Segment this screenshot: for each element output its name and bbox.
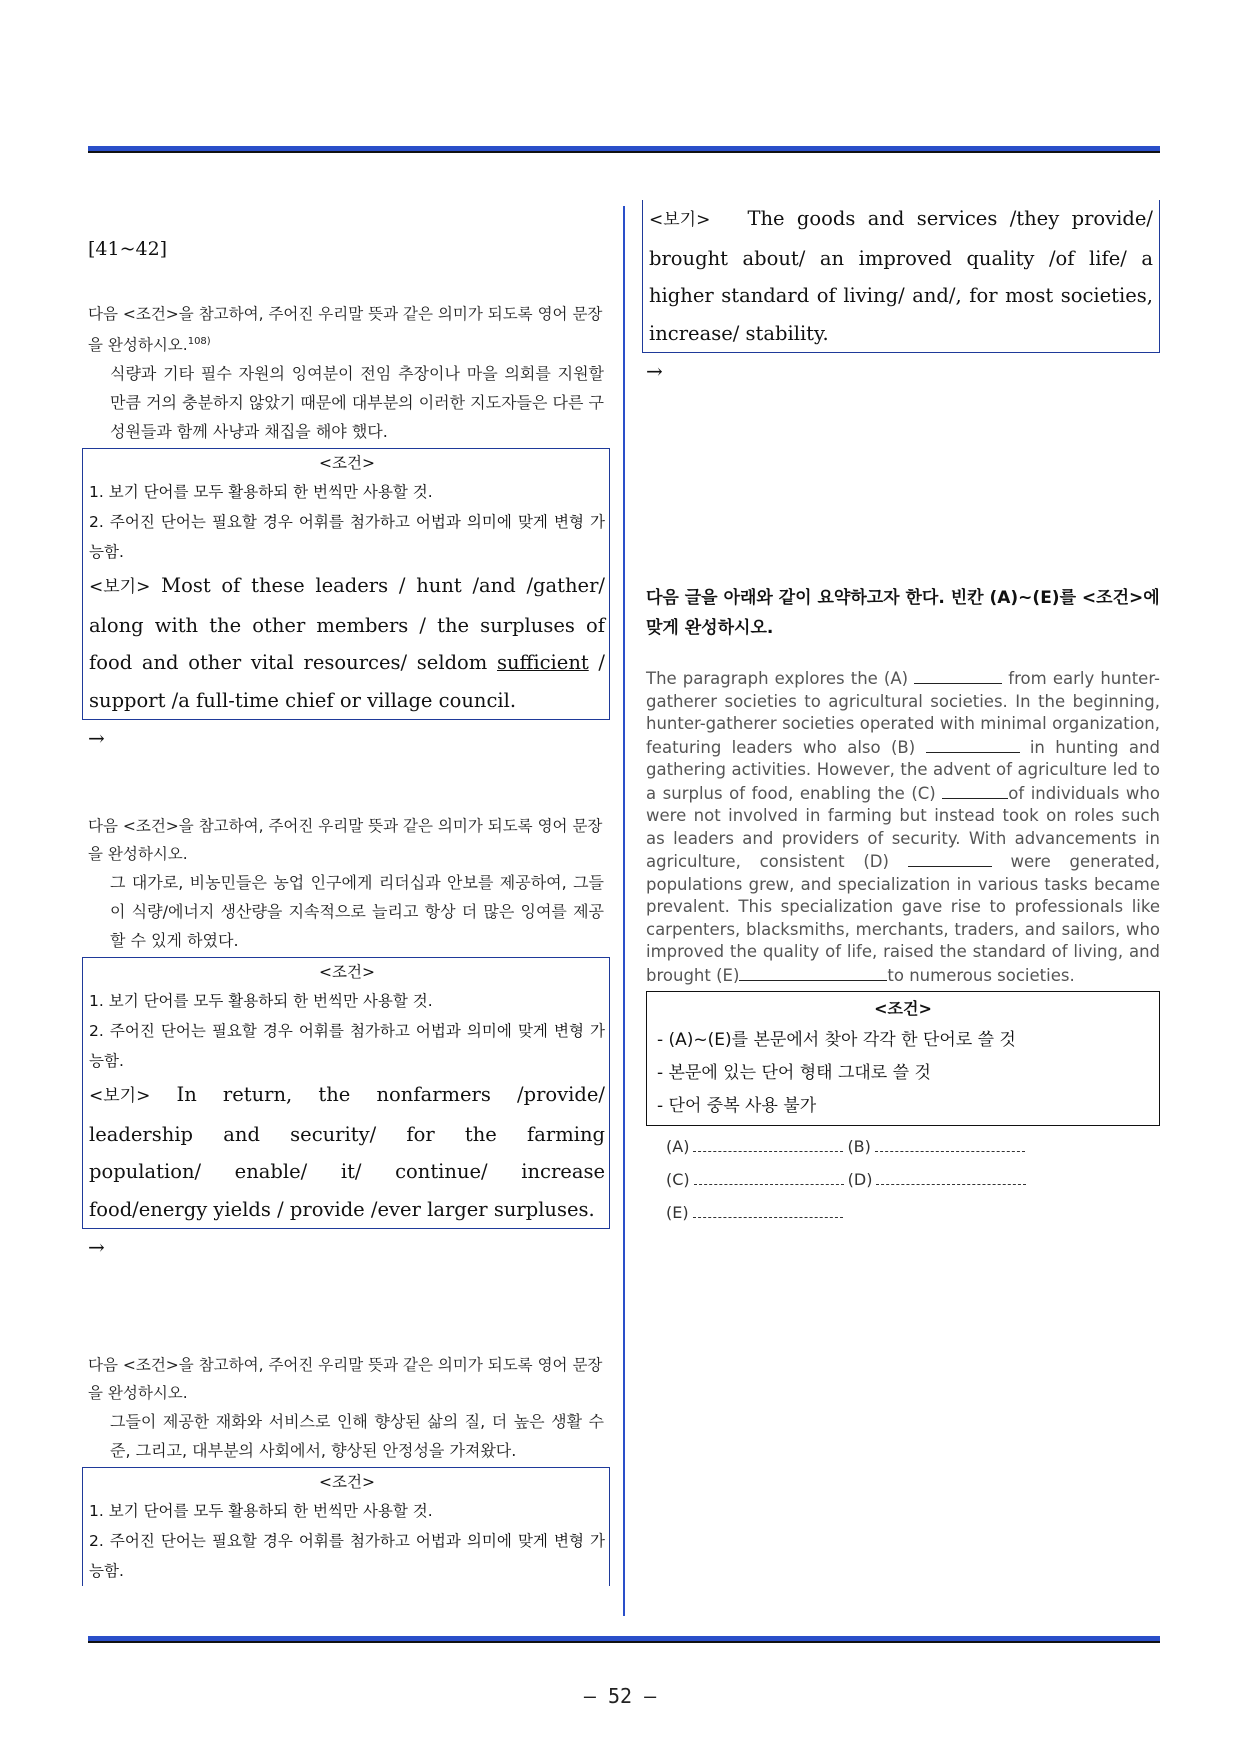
condition-1: - (A)~(E)를 본문에서 찾아 각각 한 단어로 쓸 것 <box>657 1030 1016 1050</box>
blank-a[interactable] <box>914 667 1002 684</box>
condition-1: 1. 보기 단어를 모두 활용하되 한 번씩만 사용할 것. <box>89 992 433 1011</box>
condition-1: 1. 보기 단어를 모두 활용하되 한 번씩만 사용할 것. <box>89 483 433 502</box>
summary-condition-box <box>646 991 1160 1126</box>
question-1 <box>88 300 604 750</box>
bogi-text: The goods and services /they provide/ brought about/ an improved quality /of life/ a higher standard of living/ and/, for most societies, increase/ stability. <box>649 207 1153 345</box>
footnote-ref: 108) <box>187 336 211 347</box>
question-2 <box>88 812 604 1259</box>
answer-line-a[interactable] <box>693 1137 843 1152</box>
continued-bogi-box <box>642 200 1160 353</box>
answer-line-c[interactable] <box>694 1170 844 1185</box>
bogi-line: Most of these leaders / hunt /and /gather/ <box>161 574 605 598</box>
bogi-line: food/energy yields / provide /ever larger surpluses. <box>89 1197 595 1221</box>
answer-area <box>646 1130 1160 1229</box>
blank-d[interactable] <box>908 850 992 867</box>
section-number: [41~42] <box>88 238 168 260</box>
column-divider <box>623 206 625 1616</box>
underlined-word: sufficient <box>496 651 589 675</box>
condition-title: <조건> <box>319 963 375 982</box>
q2-instruction: 다음 <조건>을 참고하여, 주어진 우리말 뜻과 같은 의미가 되도록 영어 문장을 완성하시오. <box>88 817 603 864</box>
question-3 <box>88 1351 604 1586</box>
condition-2: 2. 주어진 단어는 필요할 경우 어휘를 첨가하고 어법과 의미에 맞게 변형 가능함. <box>89 1532 605 1581</box>
bogi-label: <보기> <box>89 1086 151 1107</box>
answer-label-d: (D) <box>847 1170 873 1189</box>
bogi-line: along with the other members / the surpluses of <box>89 613 605 637</box>
q2-condition-box <box>82 957 610 1229</box>
bogi-label: <보기> <box>649 210 711 230</box>
q1-condition-box <box>82 448 610 720</box>
q3-answer-arrow[interactable]: → <box>646 359 663 383</box>
q1-instruction: 다음 <조건>을 참고하여, 주어진 우리말 뜻과 같은 의미가 되도록 영어 문장을 완성하시오.$^{108)}$ <box>88 305 603 355</box>
answer-label-a: (A) <box>666 1137 690 1156</box>
q1-korean: 식량과 기타 필수 자원의 잉여분이 전임 추장이나 마을 의회를 지원할 만큼 거의 충분하지 않았기 때문에 대부분의 이러한 지도자들은 다른 구성원들과 함께 사냥과 채집을 해야 했다. <box>110 364 604 442</box>
answer-line-d[interactable] <box>876 1170 1026 1185</box>
q2-answer-arrow[interactable]: → <box>88 1235 105 1260</box>
condition-1: 1. 보기 단어를 모두 활용하되 한 번씩만 사용할 것. <box>89 1502 433 1521</box>
answer-row <box>666 1163 1160 1196</box>
q3-korean: 그들이 제공한 재화와 서비스로 인해 향상된 삶의 질, 더 높은 생활 수준, 그리고, 대부분의 사회에서, 향상된 안정성을 가져왔다. <box>110 1412 604 1461</box>
condition-title: <조건> <box>319 454 375 473</box>
condition-title: <조건> <box>874 999 932 1018</box>
condition-2: - 본문에 있는 단어 형태 그대로 쓸 것 <box>657 1063 931 1083</box>
condition-3: - 단어 중복 사용 불가 <box>657 1096 817 1116</box>
bogi-line: food and other vital resources/ seldom sufficient / <box>89 651 605 675</box>
blank-e[interactable] <box>739 964 887 981</box>
answer-label-e: (E) <box>666 1203 689 1222</box>
q1-bogi <box>89 567 605 719</box>
continued-bogi <box>649 200 1153 352</box>
answer-line-e[interactable] <box>693 1203 843 1218</box>
answer-line-b[interactable] <box>875 1137 1025 1152</box>
bogi-line: leadership and security/ for the farming <box>89 1122 605 1146</box>
bogi-line: population/ enable/ it/ continue/ increase <box>89 1160 605 1184</box>
answer-row <box>666 1196 1160 1229</box>
q2-korean: 그 대가로, 비농민들은 농업 인구에게 리더십과 안보를 제공하여, 그들이 식량/에너지 생산량을 지속적으로 늘리고 항상 더 많은 잉여를 제공할 수 있게 하였다. <box>110 873 604 951</box>
q3-instruction: 다음 <조건>을 참고하여, 주어진 우리말 뜻과 같은 의미가 되도록 영어 문장을 완성하시오. <box>88 1356 603 1403</box>
answer-label-c: (C) <box>666 1170 690 1189</box>
page-number: – 52 – <box>583 1684 657 1708</box>
q1-answer-arrow[interactable]: → <box>88 726 105 751</box>
answer-row <box>666 1130 1160 1163</box>
bogi-line: support /a full-time chief or village council. <box>89 688 517 712</box>
left-column <box>88 200 604 1586</box>
bogi-label: <보기> <box>89 577 151 598</box>
answer-label-b: (B) <box>847 1137 871 1156</box>
blank-b[interactable] <box>926 736 1020 753</box>
condition-2: 2. 주어진 단어는 필요할 경우 어휘를 첨가하고 어법과 의미에 맞게 변형 가능함. <box>89 1022 605 1071</box>
summary-paragraph: The paragraph explores the (A) from early hunter-gatherer societies to agricultural societies. In the beginning, hunter-gatherer societies operated with minimal organization, featuring leaders who also (B) in hunting and gathering activities. However, the advent of agriculture led to a surplus of food, enabling the (C) of individuals who were not involved in farming but instead took on roles such as leaders and providers of security. With advancements in agriculture, consistent (D) were generated, populations grew, and specialization in various tasks became prevalent. This specialization gave rise to professionals like carpenters, blacksmiths, merchants, traders, and sailors, who improved the quality of life, raised the standard of living, and brought (E) to numerous societies. <box>646 669 1160 985</box>
condition-title: <조건> <box>319 1473 375 1492</box>
right-column <box>646 200 1160 1229</box>
q2-bogi <box>89 1076 605 1228</box>
bogi-line: In return, the nonfarmers /provide/ <box>176 1083 605 1107</box>
q3-condition-box <box>82 1467 610 1586</box>
blank-c[interactable] <box>942 782 1008 799</box>
condition-2: 2. 주어진 단어는 필요할 경우 어휘를 첨가하고 어법과 의미에 맞게 변형 가능함. <box>89 513 605 562</box>
bottom-rule <box>88 1636 1160 1643</box>
top-rule <box>88 146 1160 153</box>
summary-question: 다음 글을 아래와 같이 요약하고자 한다. 빈칸 (A)~(E)를 <조건>에 맞게 완성하시오. <box>646 588 1160 638</box>
